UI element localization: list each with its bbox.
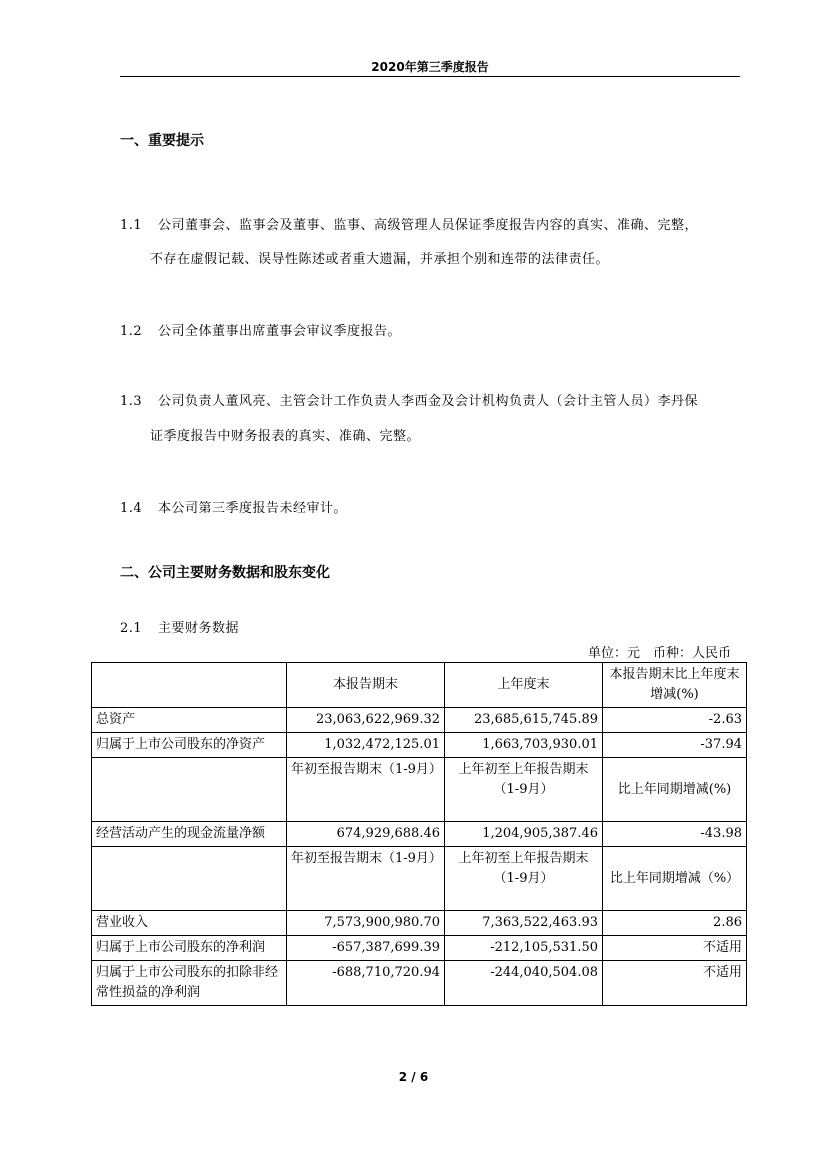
table-cell: 归属于上市公司股东的扣除非经常性损益的净利润	[92, 961, 287, 1006]
table-header-cell	[92, 663, 287, 708]
table-header-row	[92, 758, 747, 822]
table-header-cell: 上年度末	[445, 663, 603, 708]
table-cell: 归属于上市公司股东的净利润	[92, 936, 287, 961]
table-cell: -43.98	[603, 822, 747, 847]
table-row	[92, 911, 747, 936]
table-row	[92, 936, 747, 961]
unit-note: 单位：元 币种：人民币	[587, 646, 731, 661]
table-header-cell	[92, 847, 287, 911]
subsection-2-1	[120, 617, 239, 636]
table-cell: 23,063,622,969.32	[287, 708, 445, 733]
subsection-title: 主要财务数据	[158, 621, 240, 636]
table-cell: 7,363,522,463.93	[445, 911, 603, 936]
table-header-cell: 比上年同期增减(%)	[603, 758, 747, 822]
table-row	[92, 822, 747, 847]
paragraph-1-3	[120, 390, 698, 409]
table-cell: 7,573,900,980.70	[287, 911, 445, 936]
table-cell: -37.94	[603, 733, 747, 758]
table-header-cell: 上年初至上年报告期末（1-9月）	[445, 758, 603, 822]
table-header-cell: 比上年同期增减（%）	[603, 847, 747, 911]
table-header-cell: 上年初至上年报告期末（1-9月）	[445, 847, 603, 911]
table-header-cell: 年初至报告期末（1-9月）	[287, 847, 445, 911]
paragraph-text: 本公司第三季度报告未经审计。	[158, 501, 348, 516]
table-cell: -688,710,720.94	[287, 961, 445, 1006]
table-cell: 1,663,703,930.01	[445, 733, 603, 758]
table-cell: 不适用	[603, 936, 747, 961]
paragraph-number: 1.4	[120, 501, 143, 516]
table-cell: 营业收入	[92, 911, 287, 936]
paragraph-text: 公司负责人董风亮、主管会计工作负责人李西金及会计机构负责人（会计主管人员）李丹保	[158, 394, 699, 409]
paragraph-number: 2.1	[120, 621, 143, 636]
table-cell: -212,105,531.50	[445, 936, 603, 961]
paragraph-number: 1.1	[120, 218, 143, 233]
table-cell: -657,387,699.39	[287, 936, 445, 961]
table-header-row	[92, 847, 747, 911]
page-number: 2 / 6	[398, 1070, 429, 1084]
table-cell: 总资产	[92, 708, 287, 733]
paragraph-1-2	[120, 320, 401, 339]
table-cell: 经营活动产生的现金流量净额	[92, 822, 287, 847]
page-header-title: 2020年第三季度报告	[371, 60, 489, 74]
paragraph-1-3-cont: 证季度报告中财务报表的真实、准确、完整。	[150, 429, 421, 444]
table-cell: 1,032,472,125.01	[287, 733, 445, 758]
table-cell: 1,204,905,387.46	[445, 822, 603, 847]
paragraph-number: 1.2	[120, 324, 143, 339]
paragraph-text: 公司全体董事出席董事会审议季度报告。	[158, 324, 402, 339]
table-cell: -244,040,504.08	[445, 961, 603, 1006]
table-cell: 不适用	[603, 961, 747, 1006]
table-header-cell: 年初至报告期末（1-9月）	[287, 758, 445, 822]
header-divider	[120, 76, 740, 77]
table-cell: 23,685,615,745.89	[445, 708, 603, 733]
table-row	[92, 961, 747, 1006]
table-header-cell: 本报告期末比上年度末增减(%)	[603, 663, 747, 708]
table-header-row	[92, 663, 747, 708]
paragraph-1-1	[120, 214, 698, 233]
table-cell: -2.63	[603, 708, 747, 733]
section-heading-2: 二、公司主要财务数据和股东变化	[120, 565, 330, 581]
table-cell: 归属于上市公司股东的净资产	[92, 733, 287, 758]
table-row	[92, 733, 747, 758]
paragraph-text: 公司董事会、监事会及董事、监事、高级管理人员保证季度报告内容的真实、准确、完整，	[158, 218, 699, 233]
paragraph-number: 1.3	[120, 394, 143, 409]
paragraph-1-4	[120, 497, 347, 516]
table-header-cell	[92, 758, 287, 822]
table-cell: 2.86	[603, 911, 747, 936]
financial-data-table	[91, 662, 747, 1006]
section-heading-1: 一、重要提示	[120, 133, 204, 149]
table-header-cell: 本报告期末	[287, 663, 445, 708]
paragraph-1-1-cont: 不存在虚假记载、误导性陈述或者重大遗漏，并承担个别和连带的法律责任。	[150, 252, 610, 267]
table-cell: 674,929,688.46	[287, 822, 445, 847]
table-row	[92, 708, 747, 733]
